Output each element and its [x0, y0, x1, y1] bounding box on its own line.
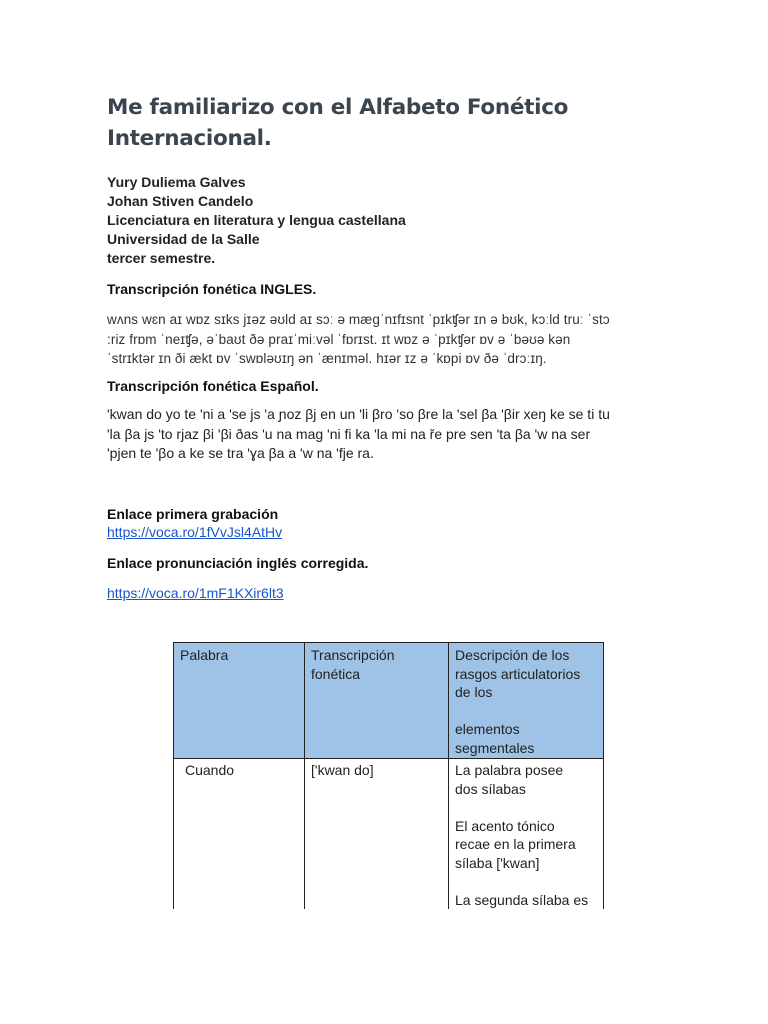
row-description-line: La palabra posee — [455, 762, 564, 778]
row-transcription: ['kwan do] — [311, 762, 374, 778]
spanish-transcription-line: 'la βa js 'to rjaz βi 'βi ðas 'u na mag 'ni fi ka 'la mi na ře pre sen 'ta βa 'w na ser — [107, 425, 591, 442]
header-transcription — [305, 643, 449, 759]
table-row — [174, 759, 604, 910]
row-description-line: dos sílabas — [455, 780, 526, 797]
header-transcription-line: Transcripción — [311, 647, 395, 663]
phonetic-table — [173, 642, 604, 909]
spanish-transcription-line: 'pjen te 'βo a ke se tra 'ɣa βa a 'w na 'fje ra. — [107, 445, 374, 461]
english-transcription-line: :riz frɒm ˈneɪʧə, əˈbaʊt ðə praɪˈmiːvəl ˈfɒrɪst. ɪt wɒz ə ˈpɪkʧər ɒv ə ˈbəʊə kən — [107, 331, 571, 347]
header-word — [174, 643, 305, 759]
document-title-line-1: Me familiarizo con el Alfabeto Fonético — [107, 95, 569, 120]
row-transcription-cell — [305, 759, 449, 910]
row-description-line: La segunda sílaba es — [455, 891, 589, 908]
header-description-line: rasgos articulatorios — [455, 665, 581, 682]
english-transcription-heading: Transcripción fonética INGLES. — [107, 281, 317, 297]
header-description — [449, 643, 604, 759]
table-header-row — [174, 643, 604, 759]
row-description-line: recae en la primera — [455, 836, 576, 852]
first-recording-heading: Enlace primera grabación — [107, 506, 279, 522]
spanish-transcription-line: 'kwan do yo te 'ni a 'se js 'a ɲoz βj en un 'li βro 'so βre la 'sel βa 'βir xeŋ ke se ti tu — [107, 406, 610, 422]
author-name-1: Yury Duliema Galves — [107, 174, 246, 190]
semester-label: tercer semestre. — [107, 250, 216, 266]
corrected-recording-heading: Enlace pronunciación inglés corregida. — [107, 555, 369, 571]
row-description-line: El acento tónico — [455, 817, 555, 834]
university-name: Universidad de la Salle — [107, 231, 260, 247]
english-transcription-line: ˈstrɪktər ɪn ði ækt ɒv ˈswɒləʊɪŋ ən ˈænɪməl. hɪər ɪz ə ˈkɒpi ɒv ðə ˈdrɔːɪŋ. — [107, 351, 547, 366]
english-transcription-line: wʌns wɛn aɪ wɒz sɪks jɪəz əʊld aɪ sɔː ə mæɡˈnɪfɪsnt ˈpɪkʧər ɪn ə bʊk, kɔːld truː ˈstɔ — [107, 312, 610, 327]
program-name: Licenciatura en literatura y lengua castellana — [107, 212, 406, 228]
author-block — [107, 173, 406, 268]
row-description-cell — [449, 759, 604, 910]
document-title — [107, 92, 707, 154]
spanish-transcription-text — [107, 405, 667, 464]
header-description-line: segmentales — [455, 739, 535, 756]
document-title-line-2: Internacional. — [107, 126, 272, 151]
header-description-line: Descripción de los — [455, 647, 570, 663]
header-word-label: Palabra — [180, 647, 229, 663]
english-transcription-text — [107, 310, 667, 369]
corrected-recording-link[interactable]: https://voca.ro/1mF1KXir6lt3 — [107, 585, 284, 601]
spanish-transcription-heading: Transcripción fonética Español. — [107, 378, 319, 394]
row-description-line: sílaba ['kwan] — [455, 854, 540, 871]
author-name-2: Johan Stiven Candelo — [107, 193, 254, 209]
row-word: Cuando — [185, 762, 235, 778]
first-recording-link[interactable]: https://voca.ro/1fVvJsl4AtHv — [107, 524, 283, 540]
header-transcription-line: fonética — [311, 665, 361, 682]
header-description-line: elementos — [455, 721, 520, 737]
header-description-line: de los — [455, 684, 493, 700]
row-word-cell — [174, 759, 305, 910]
